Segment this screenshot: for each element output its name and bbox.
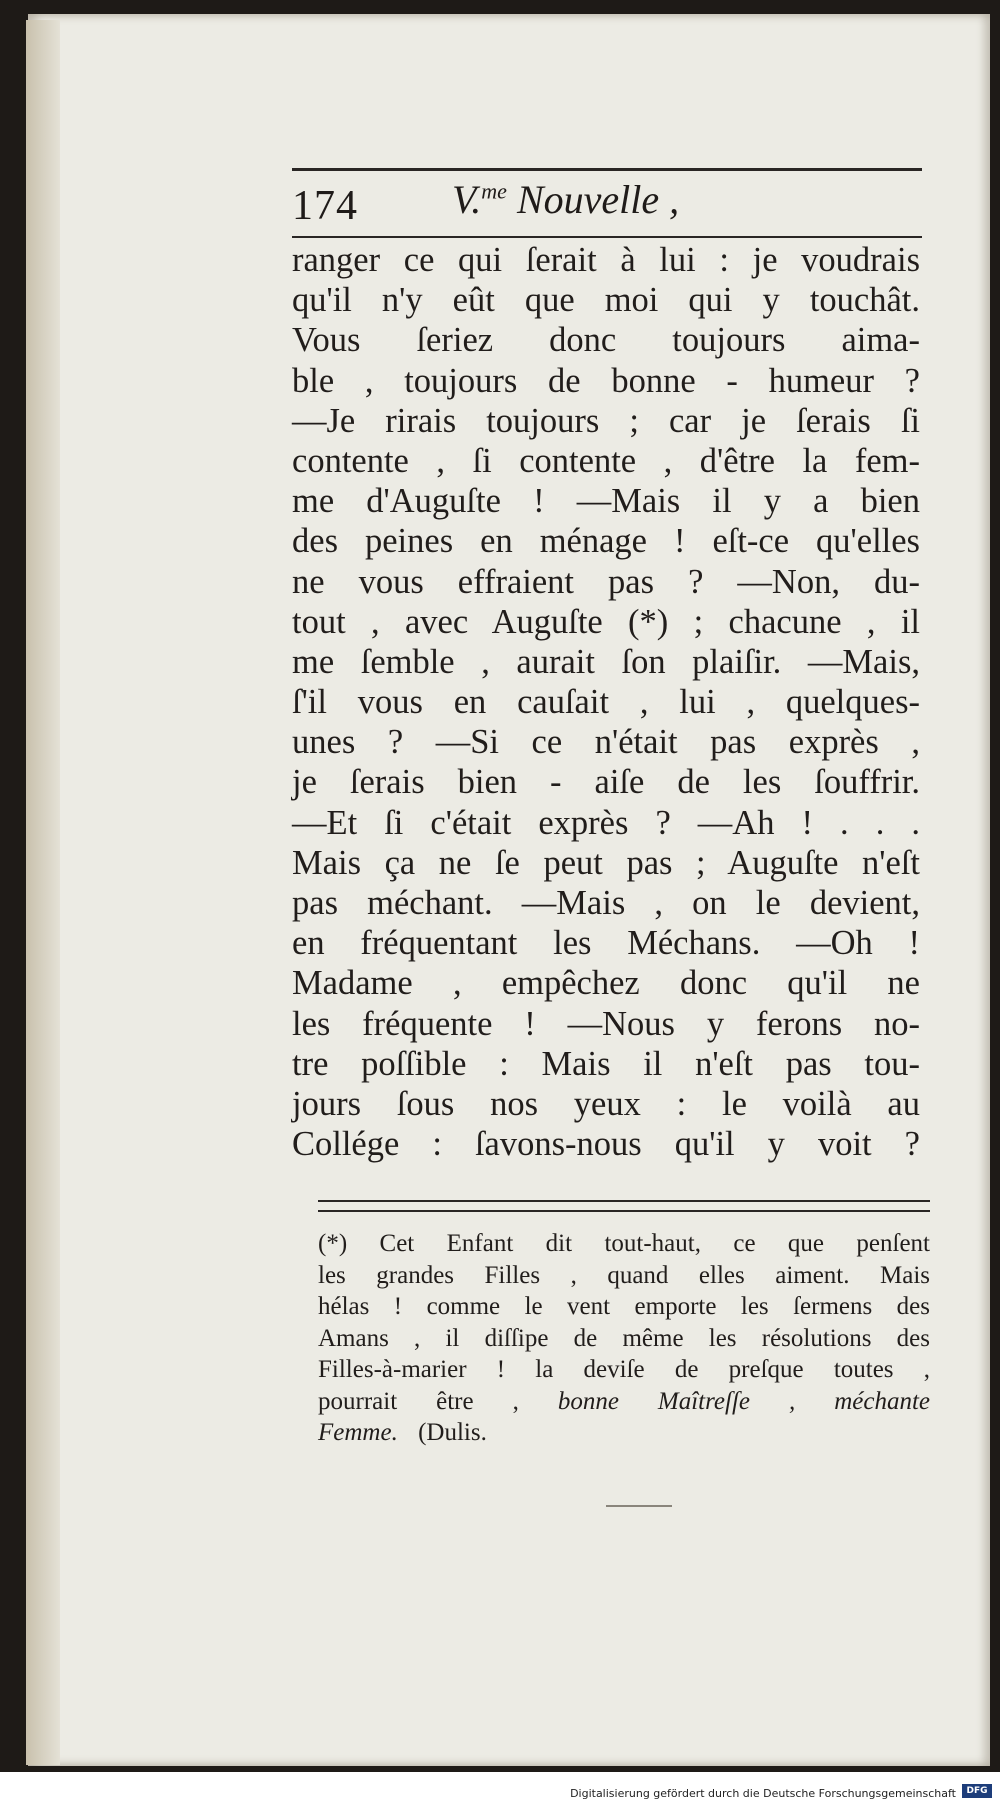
text-line: tre poſſible : Mais il n'eſt pas tou- xyxy=(292,1044,920,1083)
footnote-line: Filles-à-marier ! la deviſe de preſque toutes , xyxy=(318,1356,930,1383)
footnote-line xyxy=(318,1417,930,1449)
footnote-line: (*) Cet Enfant dit tout-haut, ce que penſent xyxy=(318,1230,930,1257)
chapter-title xyxy=(452,176,679,223)
text-line: en fréquentant les Méchans. —Oh ! xyxy=(292,924,920,963)
digitization-credit: Digitalisierung gefördert durch die Deutsche Forschungsgemeinschaft xyxy=(570,1787,956,1800)
page-number: 174 xyxy=(292,183,358,229)
text-line: —Et ſi c'était exprès ? —Ah ! . . . xyxy=(292,803,920,842)
text-line: tout , avec Auguſte (*) ; chacune , il xyxy=(292,602,920,641)
footnote-separator-rule-1 xyxy=(318,1200,930,1202)
footnote-line: Amans , il diſſipe de même les résolutions des xyxy=(318,1324,930,1352)
end-ornament-dash xyxy=(606,1505,672,1507)
page-gutter-shadow xyxy=(26,20,60,1765)
running-head xyxy=(292,176,922,238)
text-line: des peines en ménage ! eſt-ce qu'elles xyxy=(292,522,920,561)
text-line: ne vous effraient pas ? —Non, du- xyxy=(292,562,920,601)
text-line: pas méchant. —Mais , on le devient, xyxy=(292,884,920,922)
footnote-line7-italic: Femme. xyxy=(318,1419,398,1446)
text-line: jours ſous nos yeux : le voilà au xyxy=(292,1084,920,1123)
main-text-block xyxy=(292,240,920,1164)
text-line: les fréquente ! —Nous y ferons no- xyxy=(292,1004,920,1043)
text-line: ſ'il vous en cauſait , lui , quelques- xyxy=(292,683,920,722)
text-line: me ſemble , aurait ſon plaiſir. —Mais, xyxy=(292,642,920,681)
footnote-line: les grandes Filles , quand elles aiment. Mais xyxy=(318,1261,930,1289)
footnote-separator-rule-2 xyxy=(318,1210,930,1212)
text-line: me d'Auguſte ! —Mais il y a bien xyxy=(292,482,920,521)
text-line: unes ? —Si ce n'était pas exprès , xyxy=(292,723,920,762)
footnote-line6-italic: bonne Maîtreſſe , méchante xyxy=(557,1387,930,1415)
text-line: Vous ſeriez donc toujours aima- xyxy=(292,321,920,360)
footnote-line: hélas ! comme le vent emporte les ſermens des xyxy=(318,1293,930,1320)
text-line: Collége : ſavons-nous qu'il y voit ? xyxy=(292,1125,920,1164)
text-line: ble , toujours de bonne - humeur ? xyxy=(292,361,920,400)
text-line: ranger ce qui ſerait à lui : je voudrais xyxy=(292,241,920,279)
footnote-line7-plain: (Dulis. xyxy=(418,1419,487,1446)
text-line: —Je rirais toujours ; car je ſerais ſi xyxy=(292,401,920,440)
footnote-line6-plain: pourrait être , xyxy=(318,1387,519,1415)
text-line: je ſerais bien - aiſe de les ſouffrir. xyxy=(292,763,920,802)
footnote xyxy=(318,1228,930,1449)
chapter-title-numeral: V. xyxy=(452,177,482,222)
text-line: Madame , empêchez donc qu'il ne xyxy=(292,964,920,1003)
text-line: qu'il n'y eût que moi qui y touchât. xyxy=(292,281,920,320)
text-line: contente , ſi contente , d'être la fem- xyxy=(292,441,920,480)
text-line: Mais ça ne ſe peut pas ; Auguſte n'eſt xyxy=(292,843,920,882)
head-underline-rule xyxy=(292,236,922,238)
chapter-title-text: Nouvelle , xyxy=(506,177,680,222)
dfg-logo: DFG xyxy=(962,1784,992,1798)
footnote-line xyxy=(318,1386,930,1418)
chapter-title-superscript: me xyxy=(481,178,507,204)
top-rule xyxy=(292,168,922,171)
